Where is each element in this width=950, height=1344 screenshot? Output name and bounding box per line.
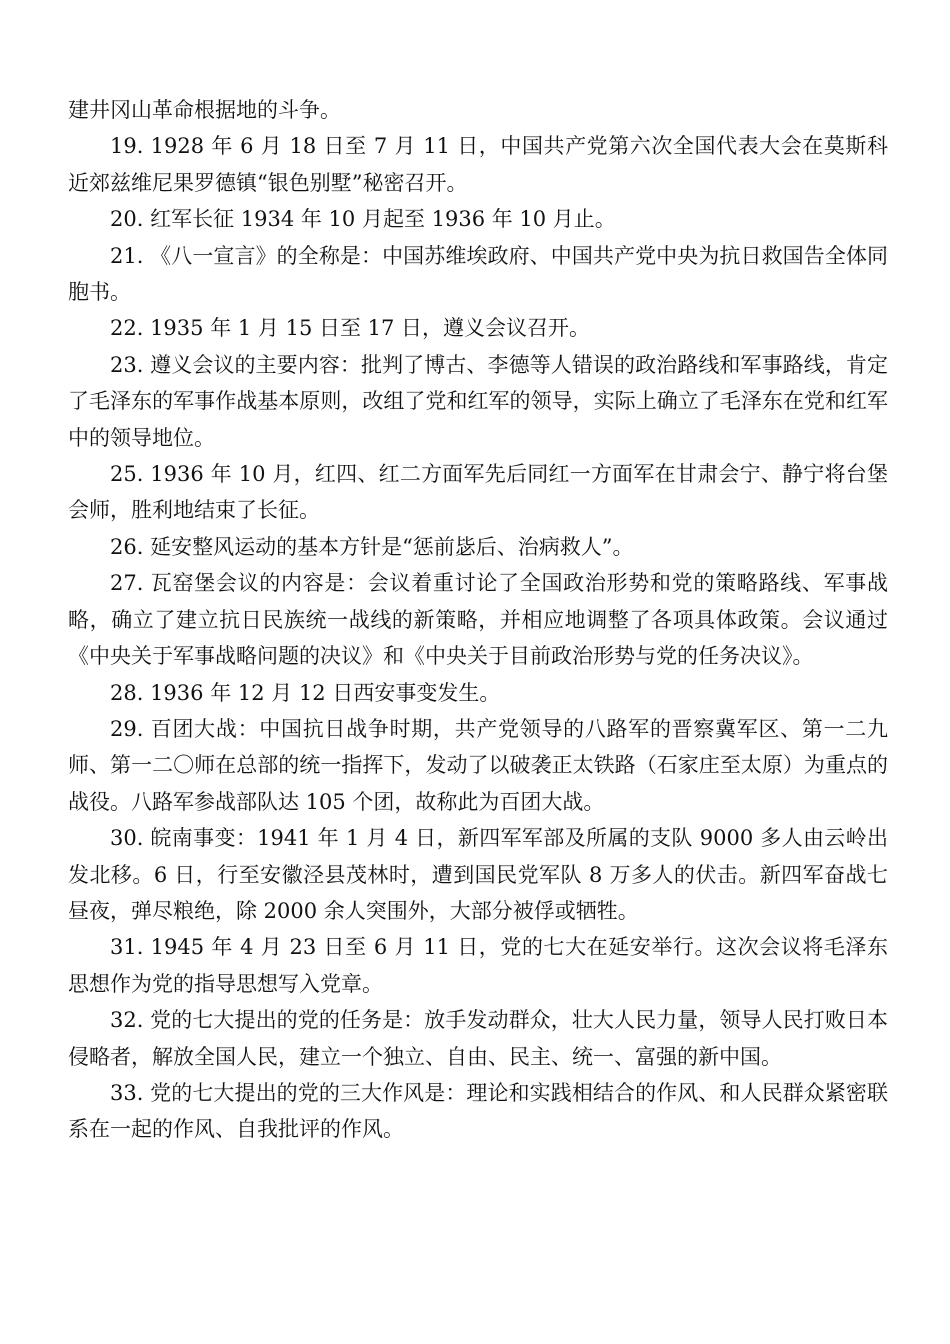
paragraph-item-23: 23. 遵义会议的主要内容：批判了博古、李德等人错误的政治路线和军事路线，肯定了毛泽东的军事作战基本原则，改组了党和红军的领导，实际上确立了毛泽东在党和红军中的领导地位。 (68, 352, 888, 450)
paragraph-item-31: 31. 1945 年 4 月 23 日至 6 月 11 日，党的七大在延安举行。这次会议将毛泽东思想作为党的指导思想写入党章。 (68, 935, 888, 996)
paragraph-item-32: 32. 党的七大提出的党的任务是：放手发动群众，壮大人民力量，领导人民打败日本侵略者，解放全国人民，建立一个独立、自由、民主、统一、富强的新中国。 (68, 1008, 888, 1069)
paragraph-item-33: 33. 党的七大提出的党的三大作风是：理论和实践相结合的作风、和人民群众紧密联系在一起的作风、自我批评的作风。 (68, 1080, 888, 1142)
paragraph-item-20: 20. 红军长征 1934 年 10 月起至 1936 年 10 月止。 (110, 207, 616, 232)
paragraph-item-19: 19. 1928 年 6 月 18 日至 7 月 11 日，中国共产党第六次全国代表大会在莫斯科近郊兹维尼果罗德镇“银色别墅”秘密召开。 (68, 134, 888, 195)
paragraph-item-27: 27. 瓦窑堡会议的内容是：会议着重讨论了全国政治形势和党的策略路线、军事战略，确立了建立抗日民族统一战线的新策略，并相应地调整了各项具体政策。会议通过《中央关于军事战略问题的决议》和《中央关于目前政治形势与党的任务决议》。 (68, 571, 888, 669)
paragraph-continuation: 建井冈山革命根据地的斗争。 (68, 98, 341, 122)
paragraph-item-26: 26. 延安整风运动的基本方针是“惩前毖后、治病救人”。 (110, 534, 634, 559)
paragraph-item-28: 28. 1936 年 12 月 12 日西安事变发生。 (110, 680, 501, 705)
paragraph-item-21: 21. 《八一宣言》的全称是：中国苏维埃政府、中国共产党中央为抗日救国告全体同胞书。 (68, 243, 888, 305)
document-body (68, 92, 888, 1148)
paragraph-item-25: 25. 1936 年 10 月，红四、红二方面军先后同红一方面军在甘肃会宁、静宁将台堡会师，胜利地结束了长征。 (68, 462, 888, 523)
paragraph-item-22: 22. 1935 年 1 月 15 日至 17 日，遵义会议召开。 (110, 316, 591, 341)
paragraph-item-30: 30. 皖南事变：1941 年 1 月 4 日，新四军军部及所属的支队 9000 多人由云岭出发北移。6 日，行至安徽泾县茂林时，遭到国民党军队 8 万多人的伏击。新四军奋战七昼夜，弹尽粮绝，除 2000 余人突围外，大部分被俘或牺牲。 (68, 826, 888, 923)
paragraph-item-29: 29. 百团大战：中国抗日战争时期，共产党领导的八路军的晋察冀军区、第一二九师、第一二〇师在总部的统一指挥下，发动了以破袭正太铁路（石家庄至太原）为重点的战役。八路军参战部队达 105 个团，故称此为百团大战。 (68, 716, 888, 814)
